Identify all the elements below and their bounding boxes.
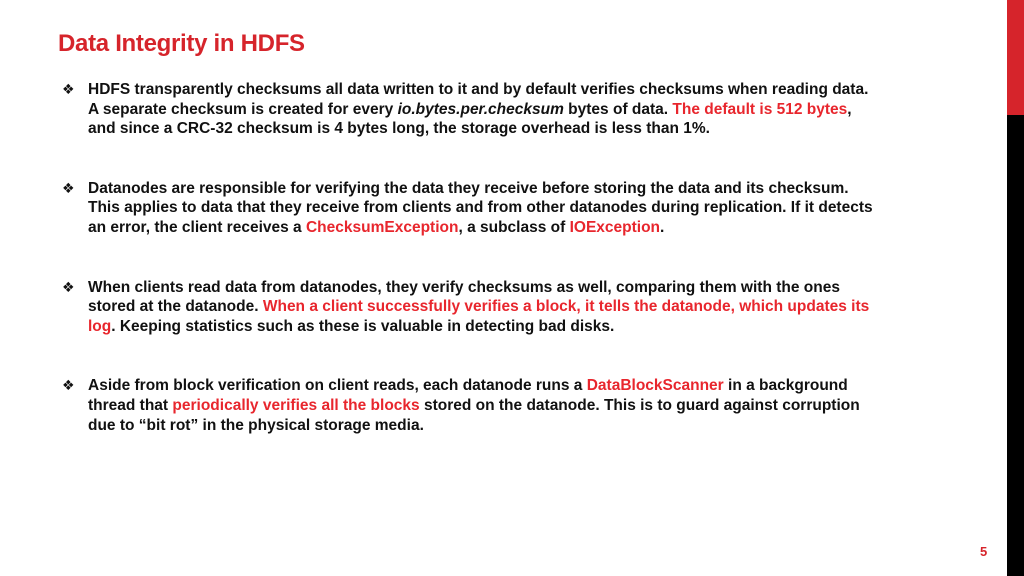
highlight-text: DataBlockScanner xyxy=(586,377,724,395)
sidebar-accent-red xyxy=(1007,0,1024,115)
diamond-bullet-icon: ❖ xyxy=(62,377,75,394)
diamond-bullet-icon: ❖ xyxy=(62,179,75,196)
bullet-text: HDFS transparently checksums all data written to it and by default verifies checksums when reading data. A separate checksum is created for every xyxy=(88,81,869,118)
bullet-list xyxy=(62,80,882,475)
bullet-text: Datanodes are responsible for verifying the data they receive before storing the data and its checksum. This applies to data that they receive from clients and from other datanodes during replication. If it detects an error, the client receives a xyxy=(88,179,873,236)
sidebar-accent-black xyxy=(1007,115,1024,576)
highlight-text: When a client successfully verifies a block, it tells the datanode, which updates its log xyxy=(88,298,870,335)
bullet-text: . xyxy=(660,218,665,236)
slide-title: Data Integrity in HDFS xyxy=(58,30,305,57)
bullet-item-scanner xyxy=(62,376,882,435)
bullet-item-clients xyxy=(62,278,882,337)
bullet-text: in a background thread that xyxy=(88,377,848,414)
bullet-text: bytes of data. xyxy=(563,100,673,118)
config-property: io.bytes.per.checksum xyxy=(397,100,564,118)
highlight-text: periodically verifies all the blocks xyxy=(172,396,420,414)
page-number: 5 xyxy=(980,544,988,559)
bullet-text: , a subclass of xyxy=(458,218,570,236)
bullet-text: . Keeping statistics such as these is valuable in detecting bad disks. xyxy=(111,317,615,335)
highlight-text: ChecksumException xyxy=(305,218,459,236)
diamond-bullet-icon: ❖ xyxy=(62,278,75,295)
bullet-text: When clients read data from datanodes, they verify checksums as well, comparing them with the ones stored at the datanode. xyxy=(88,278,840,316)
bullet-text: Aside from block verification on client reads, each datanode runs a xyxy=(88,377,587,395)
highlight-text: IOException xyxy=(569,218,661,236)
bullet-text: , and since a CRC-32 checksum is 4 bytes long, the storage overhead is less than 1%. xyxy=(88,100,852,138)
bullet-text: stored on the datanode. This is to guard against corruption due to “bit rot” in the physical storage media. xyxy=(88,396,860,434)
bullet-item-datanodes xyxy=(62,179,882,238)
diamond-bullet-icon: ❖ xyxy=(62,81,75,97)
bullet-item-checksums xyxy=(62,80,882,139)
highlight-text: The default is 512 bytes xyxy=(672,100,848,118)
